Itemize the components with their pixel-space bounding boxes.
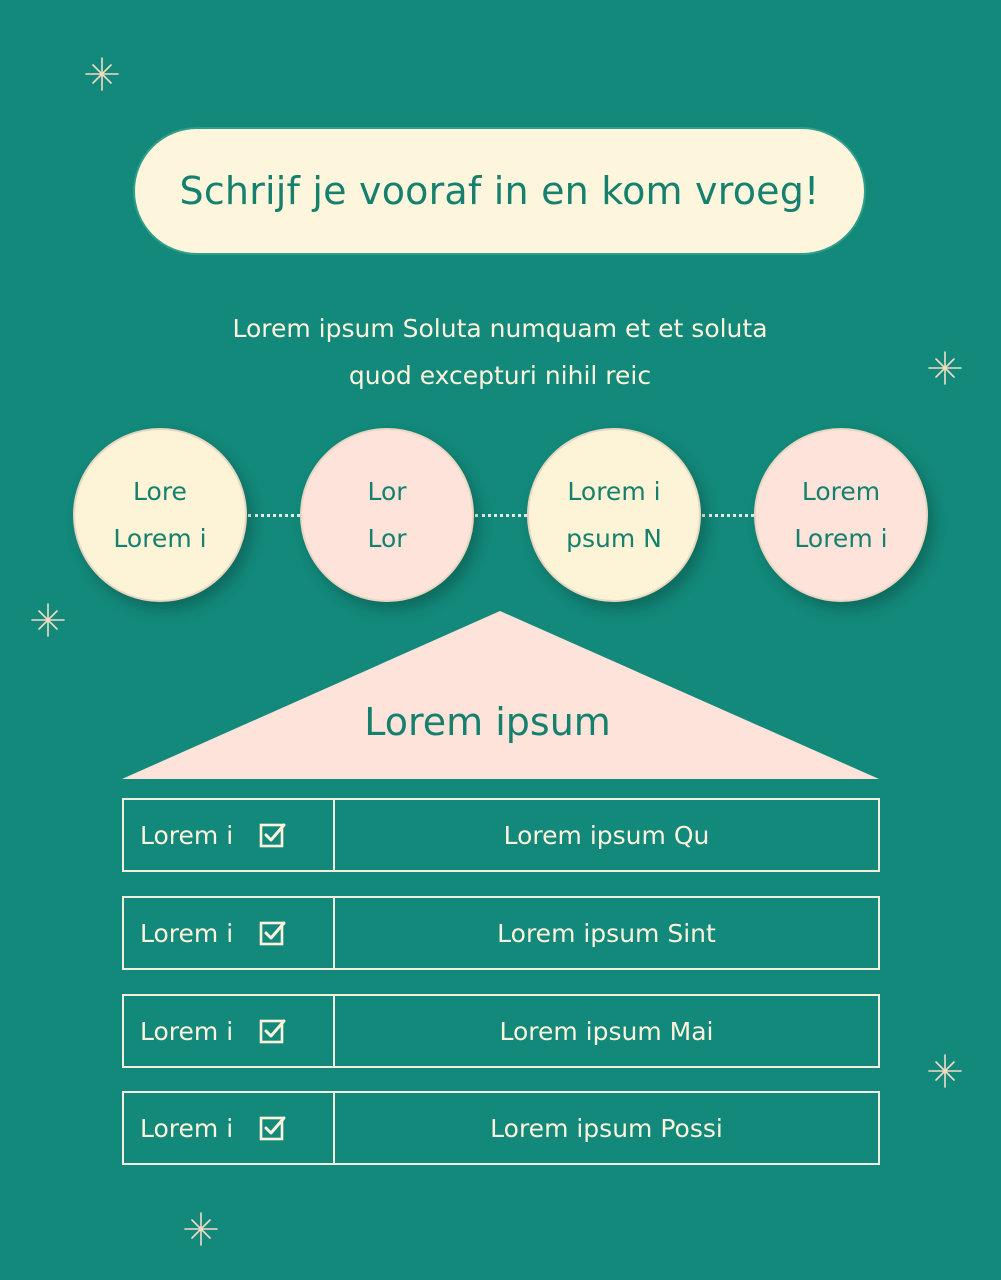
step-circle-1 [73,428,247,602]
row-value: Lorem ipsum Mai [499,1016,714,1046]
row-value: Lorem ipsum Possi [490,1113,723,1143]
row-label: Lorem i [140,1113,234,1143]
step-circle-3 [527,428,701,602]
sparkle-icon [84,56,120,92]
subtitle [200,305,800,399]
checkbox-checked-icon [259,1114,287,1142]
circle-text: Lorem [801,477,881,506]
sparkle-icon [927,350,963,386]
subtitle-line: Lorem ipsum Soluta numquam et et soluta [232,314,768,343]
row-value-cell [335,800,878,870]
sparkle-icon [30,602,66,638]
dotted-connector [475,514,527,517]
row-label-cell [124,898,335,968]
sparkle-icon [927,1053,963,1089]
roof-triangle [122,610,880,780]
checkbox-checked-icon [259,919,287,947]
row-value: Lorem ipsum Qu [503,820,710,850]
row-label-cell [124,996,335,1066]
dotted-connector [248,514,300,517]
row-label-cell [124,800,335,870]
row-value-cell [335,996,878,1066]
table-row [122,994,880,1068]
checkbox-checked-icon [259,1017,287,1045]
circle-text: Lorem i [794,524,888,553]
row-label-cell [124,1093,335,1163]
step-circle-2 [300,428,474,602]
row-value: Lorem ipsum Sint [497,918,716,948]
table-row [122,798,880,872]
circle-text: Lor [367,524,407,553]
row-label: Lorem i [140,918,234,948]
circle-text: Lor [367,477,407,506]
circle-text: psum N [566,524,662,553]
checkbox-checked-icon [259,821,287,849]
row-value-cell [335,1093,878,1163]
sparkle-icon [183,1211,219,1247]
subtitle-line: quod excepturi nihil reic [348,361,652,390]
banner-title: Schrijf je vooraf in en kom vroeg! [179,169,820,213]
circle-text: Lore [133,477,187,506]
row-value-cell [335,898,878,968]
table-row [122,1091,880,1165]
row-label: Lorem i [140,1016,234,1046]
title-banner [133,127,866,255]
row-label: Lorem i [140,820,234,850]
dotted-connector [702,514,754,517]
circle-text: Lorem i [113,524,207,553]
circle-text: Lorem i [567,477,661,506]
table-row [122,896,880,970]
roof-title: Lorem ipsum [364,700,611,744]
step-circle-4 [754,428,928,602]
